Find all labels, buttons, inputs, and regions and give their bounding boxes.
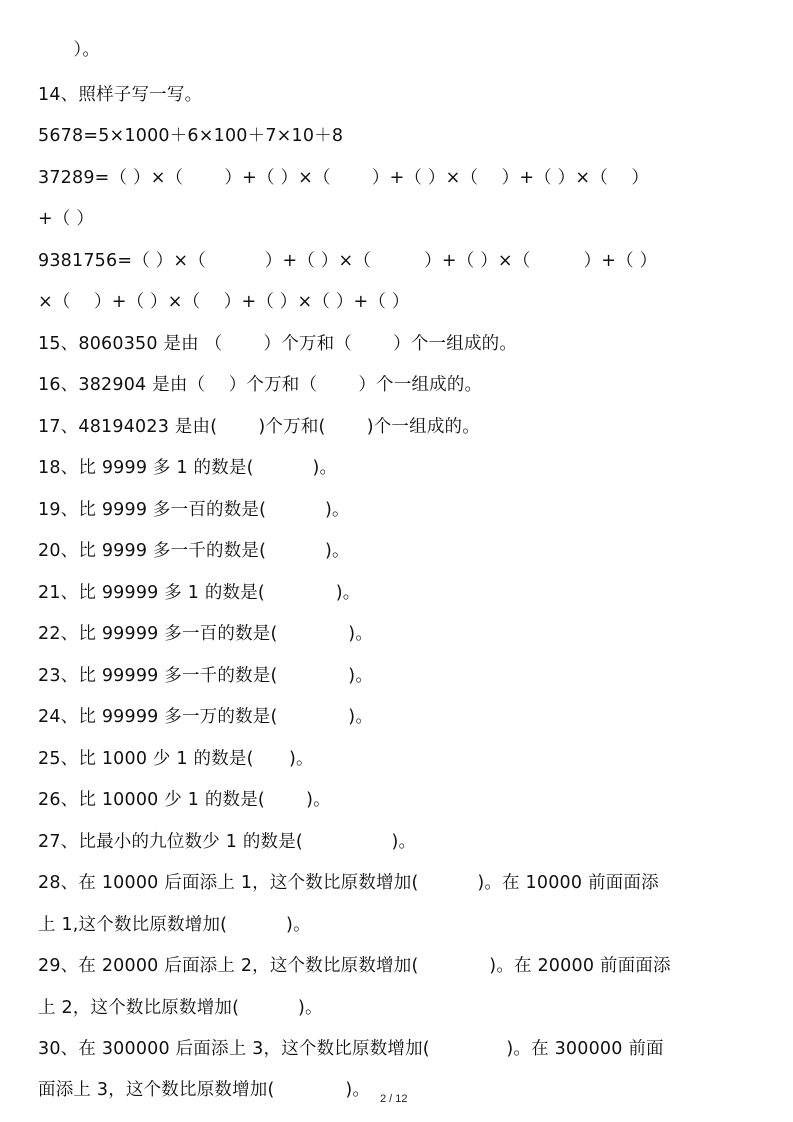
question-26: 26、比 10000 少 1 的数是( )。 bbox=[38, 790, 331, 810]
question-17: 17、48194023 是由( )个万和( )个一组成的。 bbox=[38, 417, 480, 437]
question-30: 30、在 300000 后面添上 3，这个数比原数增加( )。在 300000 前面 bbox=[38, 1039, 664, 1059]
question-24: 24、比 99999 多一万的数是( )。 bbox=[38, 707, 374, 727]
question-16: 16、382904 是由（ ）个万和（ ）个一组成的。 bbox=[38, 375, 483, 395]
text-line: +（ ） bbox=[38, 209, 95, 229]
example-line: 5678=5×1000＋6×100＋7×10＋8 bbox=[38, 126, 344, 146]
question-22: 22、比 99999 多一百的数是( )。 bbox=[38, 624, 374, 644]
question-19: 19、比 9999 多一百的数是( )。 bbox=[38, 500, 350, 520]
text-line: 面添上 3，这个数比原数增加( )。 bbox=[38, 1080, 371, 1100]
question-18: 18、比 9999 多 1 的数是( )。 bbox=[38, 458, 338, 478]
text-line: 37289=（ ）×（ ）+（ ）×（ ）+（ ）×（ ）+（ ）×（ ） bbox=[38, 168, 650, 188]
question-23: 23、比 99999 多一千的数是( )。 bbox=[38, 666, 374, 686]
text-line: 上 2，这个数比原数增加( )。 bbox=[38, 998, 323, 1018]
text-line: 上 1,这个数比原数增加( )。 bbox=[38, 915, 311, 935]
question-25: 25、比 1000 少 1 的数是( )。 bbox=[38, 749, 314, 769]
question-14-title: 14、照样子写一写。 bbox=[38, 85, 203, 105]
question-15: 15、8060350 是由 （ ）个万和（ ）个一组成的。 bbox=[38, 334, 518, 354]
question-28: 28、在 10000 后面添上 1，这个数比原数增加( )。在 10000 前面面添 bbox=[38, 873, 659, 893]
text-line: 9381756=（ ）×（ ）+（ ）×（ ）+（ ）×（ ）+（ ） bbox=[38, 251, 658, 271]
text-line: ）。 bbox=[38, 40, 101, 60]
page-number: 2 / 12 bbox=[380, 1093, 408, 1105]
question-29: 29、在 20000 后面添上 2，这个数比原数增加( )。在 20000 前面面添 bbox=[38, 956, 671, 976]
text-line: ×（ ）+（ ）×（ ）+（ ）×（ ）+（ ） bbox=[38, 292, 410, 312]
question-20: 20、比 9999 多一千的数是( )。 bbox=[38, 541, 350, 561]
question-27: 27、比最小的九位数少 1 的数是( )。 bbox=[38, 832, 417, 852]
question-21: 21、比 99999 多 1 的数是( )。 bbox=[38, 583, 361, 603]
